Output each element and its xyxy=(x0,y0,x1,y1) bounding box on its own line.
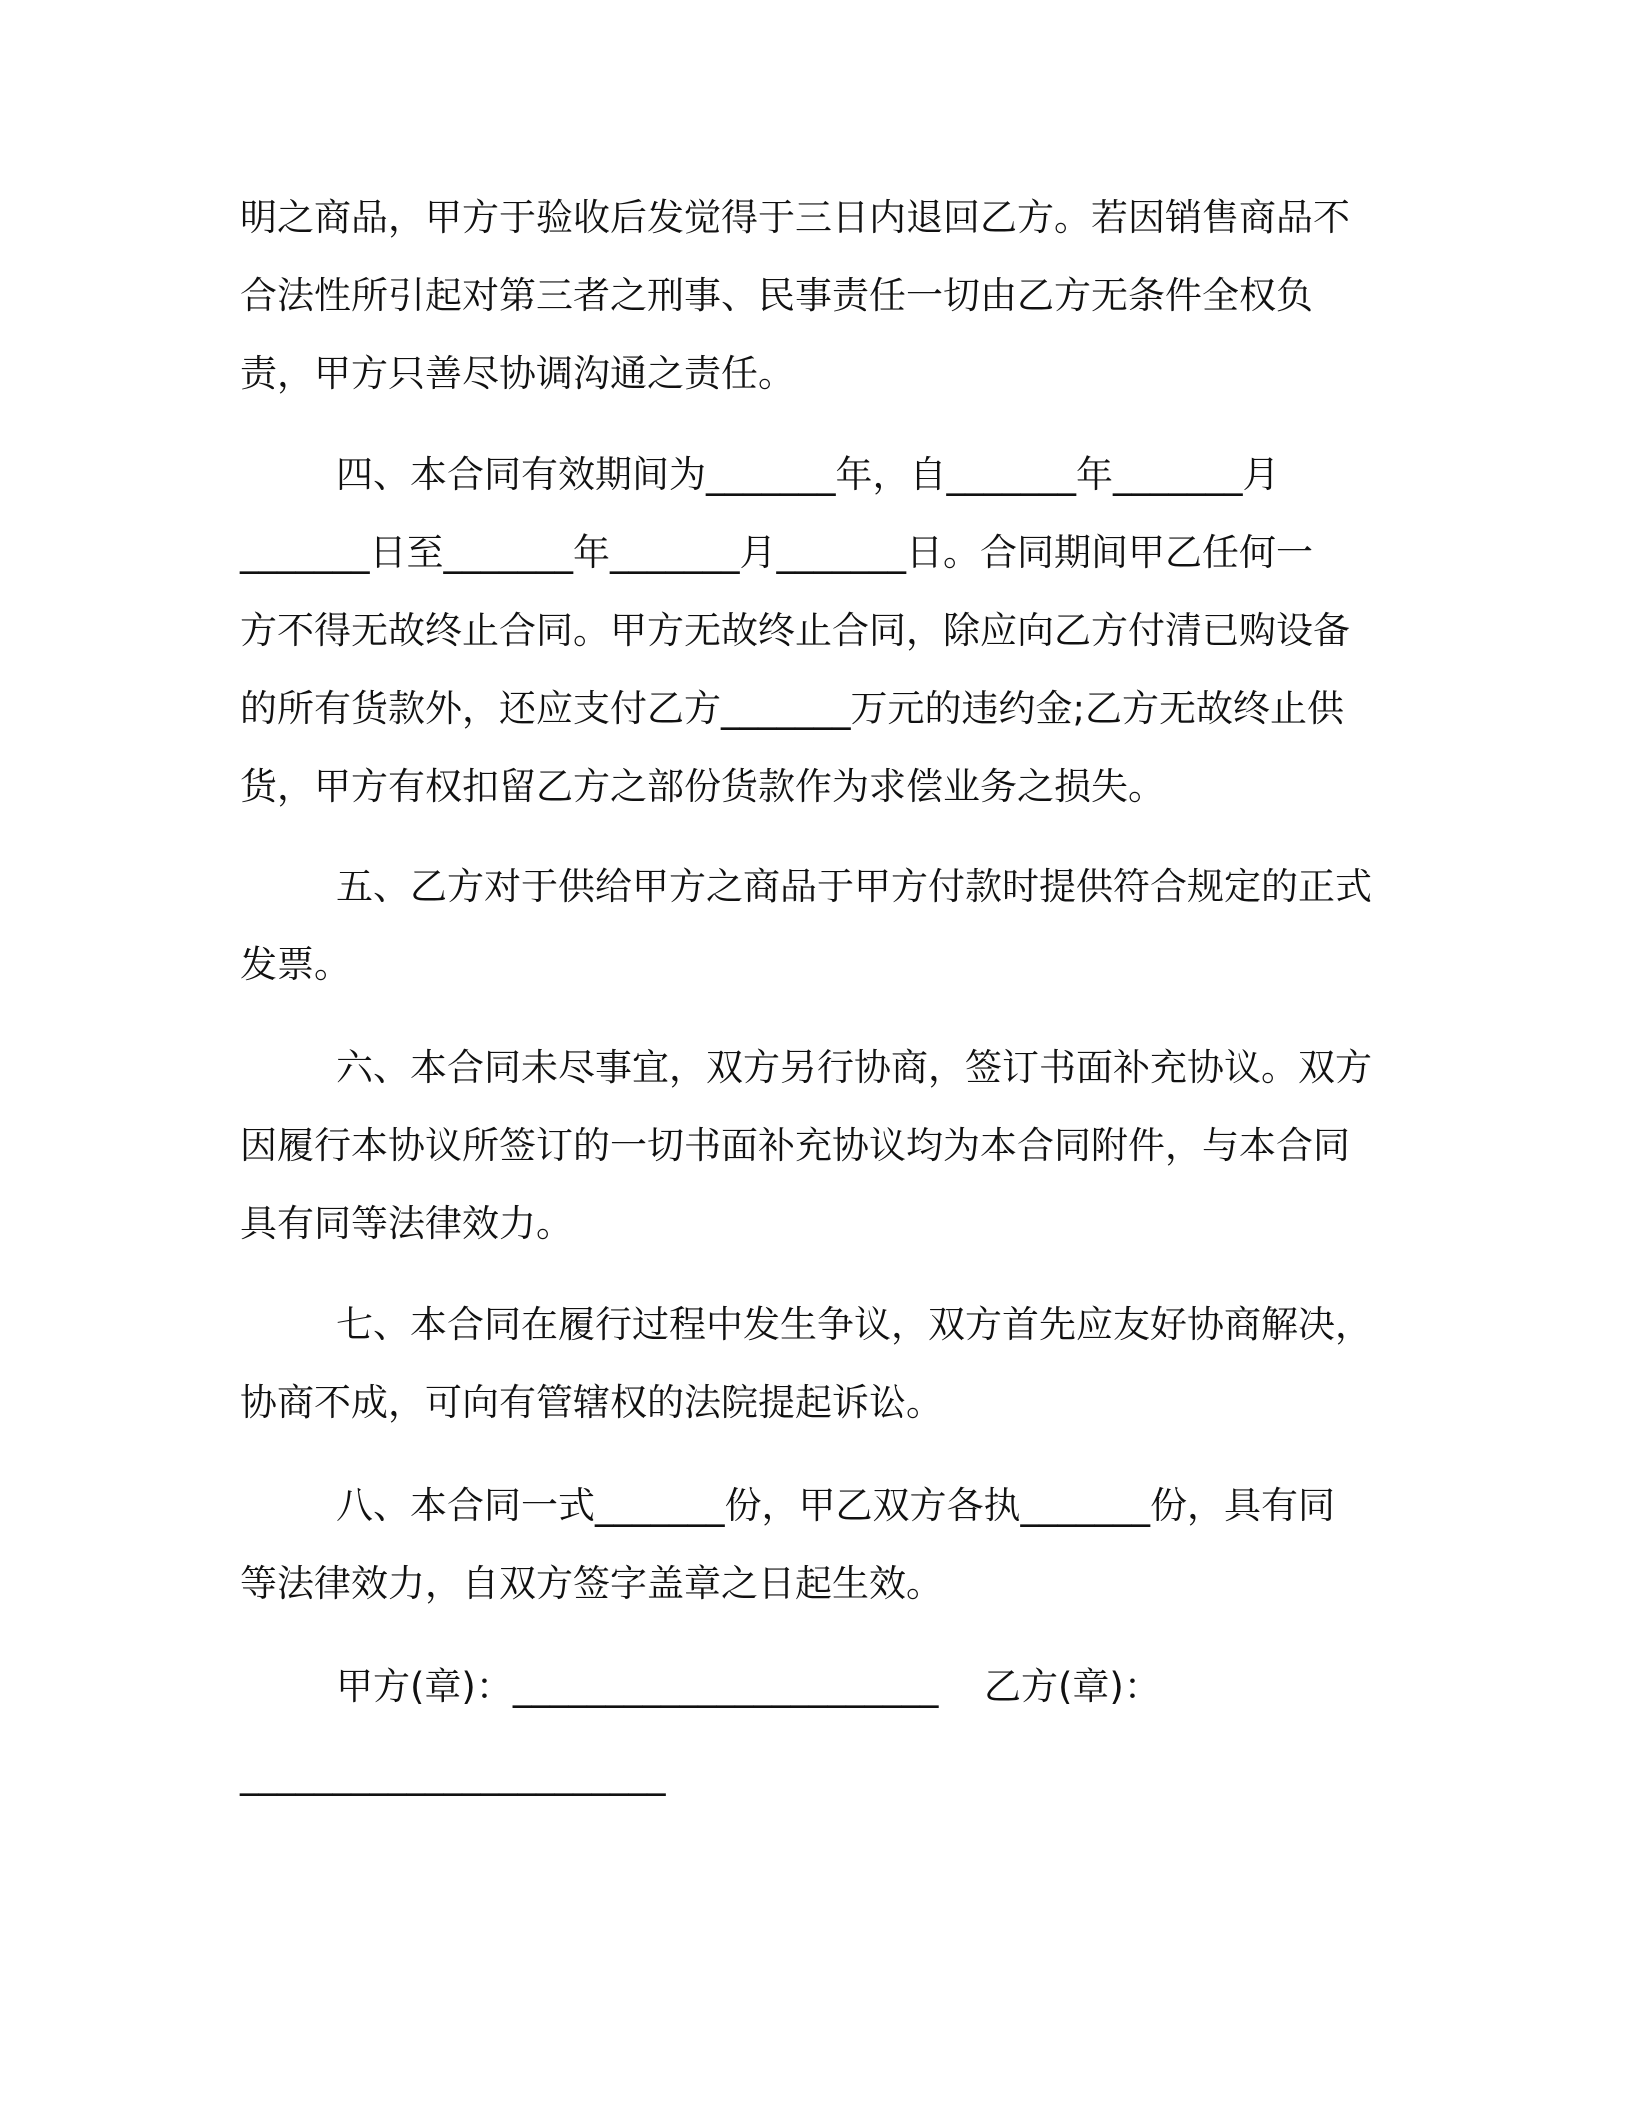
text-line: 六、本合同未尽事宜，双方另行协商，签订书面补充协议。双方 xyxy=(336,1046,1372,1089)
text-line: 八、本合同一式_______份，甲乙双方各执_______份，具有同 xyxy=(336,1484,1335,1527)
text-line: 协商不成，可向有管辖权的法院提起诉讼。 xyxy=(240,1381,943,1424)
text-line: 明之商品，甲方于验收后发觉得于三日内退回乙方。若因销售商品不 xyxy=(240,196,1350,239)
text-line: 合法性所引起对第三者之刑事、民事责任一切由乙方无条件全权负 xyxy=(240,274,1313,317)
text-line: 四、本合同有效期间为_______年，自_______年_______月 xyxy=(336,453,1280,496)
party-b-signature-line: _______________________ xyxy=(240,1753,666,1796)
text-line: 七、本合同在履行过程中发生争议，双方首先应友好协商解决， xyxy=(336,1303,1372,1346)
text-line: 五、乙方对于供给甲方之商品于甲方付款时提供符合规定的正式 xyxy=(336,865,1372,908)
text-line: _______日至_______年_______月_______日。合同期间甲乙任何一 xyxy=(240,531,1313,574)
paragraph-clause-7 xyxy=(240,1286,1400,1442)
text-line: 货，甲方有权扣留乙方之部份货款作为求偿业务之损失。 xyxy=(240,765,1165,808)
paragraph-clause-4 xyxy=(240,436,1400,826)
text-line: 方不得无故终止合同。甲方无故终止合同，除应向乙方付清已购设备 xyxy=(240,609,1350,652)
party-a-signature-field: 甲方(章)：_______________________ xyxy=(336,1665,939,1708)
text-line: 的所有货款外，还应支付乙方_______万元的违约金;乙方无故终止供 xyxy=(240,687,1344,730)
text-line: 等法律效力，自双方签字盖章之日起生效。 xyxy=(240,1562,943,1605)
text-line: 发票。 xyxy=(240,943,351,986)
paragraph-clause-6 xyxy=(240,1029,1400,1263)
text-line: 责，甲方只善尽协调沟通之责任。 xyxy=(240,352,795,395)
paragraph-clause-5 xyxy=(240,848,1400,1004)
party-b-signature-label: 乙方(章)： xyxy=(984,1665,1161,1708)
paragraph-clause-3-continued xyxy=(240,179,1400,413)
text-line: 因履行本协议所签订的一切书面补充协议均为本合同附件，与本合同 xyxy=(240,1124,1350,1167)
paragraph-clause-8 xyxy=(240,1467,1400,1623)
text-line: 具有同等法律效力。 xyxy=(240,1202,573,1245)
